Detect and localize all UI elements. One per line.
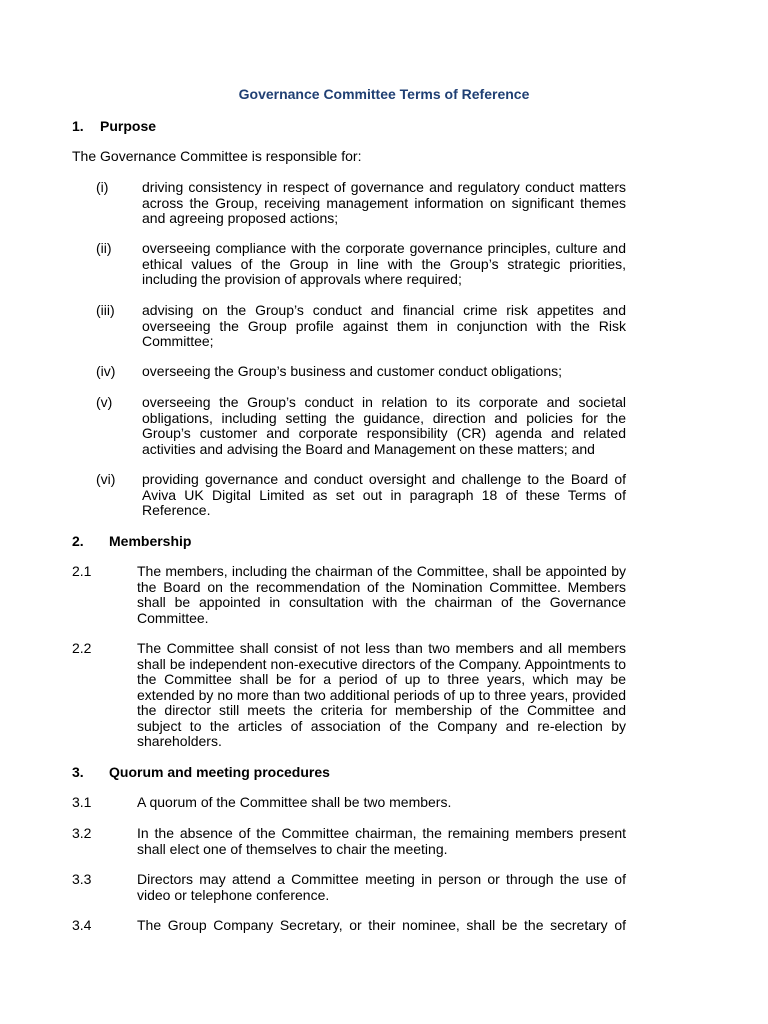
list-item-label: (ii) bbox=[96, 240, 112, 256]
section-intro: The Governance Committee is responsible for: bbox=[72, 148, 362, 164]
section-title: Purpose bbox=[100, 118, 157, 134]
list-item-text: providing governance and conduct oversight and challenge to the Board of Aviva UK Digital Limited as set out in paragraph 18 of these Terms of Reference. bbox=[142, 471, 626, 518]
clause-text: A quorum of the Committee shall be two members. bbox=[137, 794, 452, 810]
clause-text: The Committee shall consist of not less than two members and all members shall be independent non-executive directors of the Company. Appointments to the Committee shall be for a period of up to three years, which may be extended by no more than two additional periods of up to three years, provided the director still meets the criteria for membership of the Committee and subject to the articles of association of the Company and re-election by shareholders. bbox=[137, 640, 626, 749]
clause-text: Directors may attend a Committee meeting in person or through the use of video or telephone conference. bbox=[137, 871, 626, 903]
section-number: 1. bbox=[72, 118, 84, 134]
section-title: Membership bbox=[109, 533, 192, 549]
clause-number: 3.1 bbox=[72, 794, 92, 810]
list-item-label: (i) bbox=[96, 179, 109, 195]
list-item-text: driving consistency in respect of governance and regulatory conduct matters across the Group, receiving management information on significant themes and agreeing proposed actions; bbox=[142, 179, 626, 226]
list-item-text: advising on the Group’s conduct and financial crime risk appetites and overseeing the Group profile against them in conjunction with the Risk Committee; bbox=[142, 302, 626, 349]
list-item-text: overseeing compliance with the corporate governance principles, culture and ethical values of the Group in line with the Group’s strategic priorities, including the provision of approvals where required; bbox=[142, 240, 626, 287]
clause-number: 3.2 bbox=[72, 825, 92, 841]
clause-number: 3.4 bbox=[72, 917, 92, 933]
section-title: Quorum and meeting procedures bbox=[109, 764, 330, 780]
clause-text: The Group Company Secretary, or their nominee, shall be the secretary of bbox=[137, 917, 626, 933]
clause-number: 2.1 bbox=[72, 563, 92, 579]
list-item-label: (v) bbox=[96, 394, 113, 410]
clause-text: In the absence of the Committee chairman, the remaining members present shall elect one of themselves to chair the meeting. bbox=[137, 825, 626, 857]
list-item-label: (iv) bbox=[96, 363, 116, 379]
section-number: 3. bbox=[72, 764, 84, 780]
clause-number: 3.3 bbox=[72, 871, 92, 887]
list-item-label: (iii) bbox=[96, 302, 115, 318]
clause-text: The members, including the chairman of the Committee, shall be appointed by the Board on the recommendation of the Nomination Committee. Members shall be appointed in consultation with the chairman of the Governance Committee. bbox=[137, 563, 626, 626]
clause-number: 2.2 bbox=[72, 640, 92, 656]
section-heading-membership bbox=[72, 533, 191, 549]
list-item-text: overseeing the Group’s conduct in relation to its corporate and societal obligations, including setting the guidance, direction and policies for the Group’s customer and corporate responsibility (CR) agenda and related activities and advising the Board and Management on these matters; and bbox=[142, 394, 626, 457]
list-item-text: overseeing the Group’s business and customer conduct obligations; bbox=[142, 363, 562, 379]
section-number: 2. bbox=[72, 533, 84, 549]
list-item-label: (vi) bbox=[96, 471, 116, 487]
document-title: Governance Committee Terms of Reference bbox=[238, 86, 530, 102]
section-heading-purpose bbox=[72, 118, 156, 134]
section-heading-quorum bbox=[72, 764, 330, 780]
